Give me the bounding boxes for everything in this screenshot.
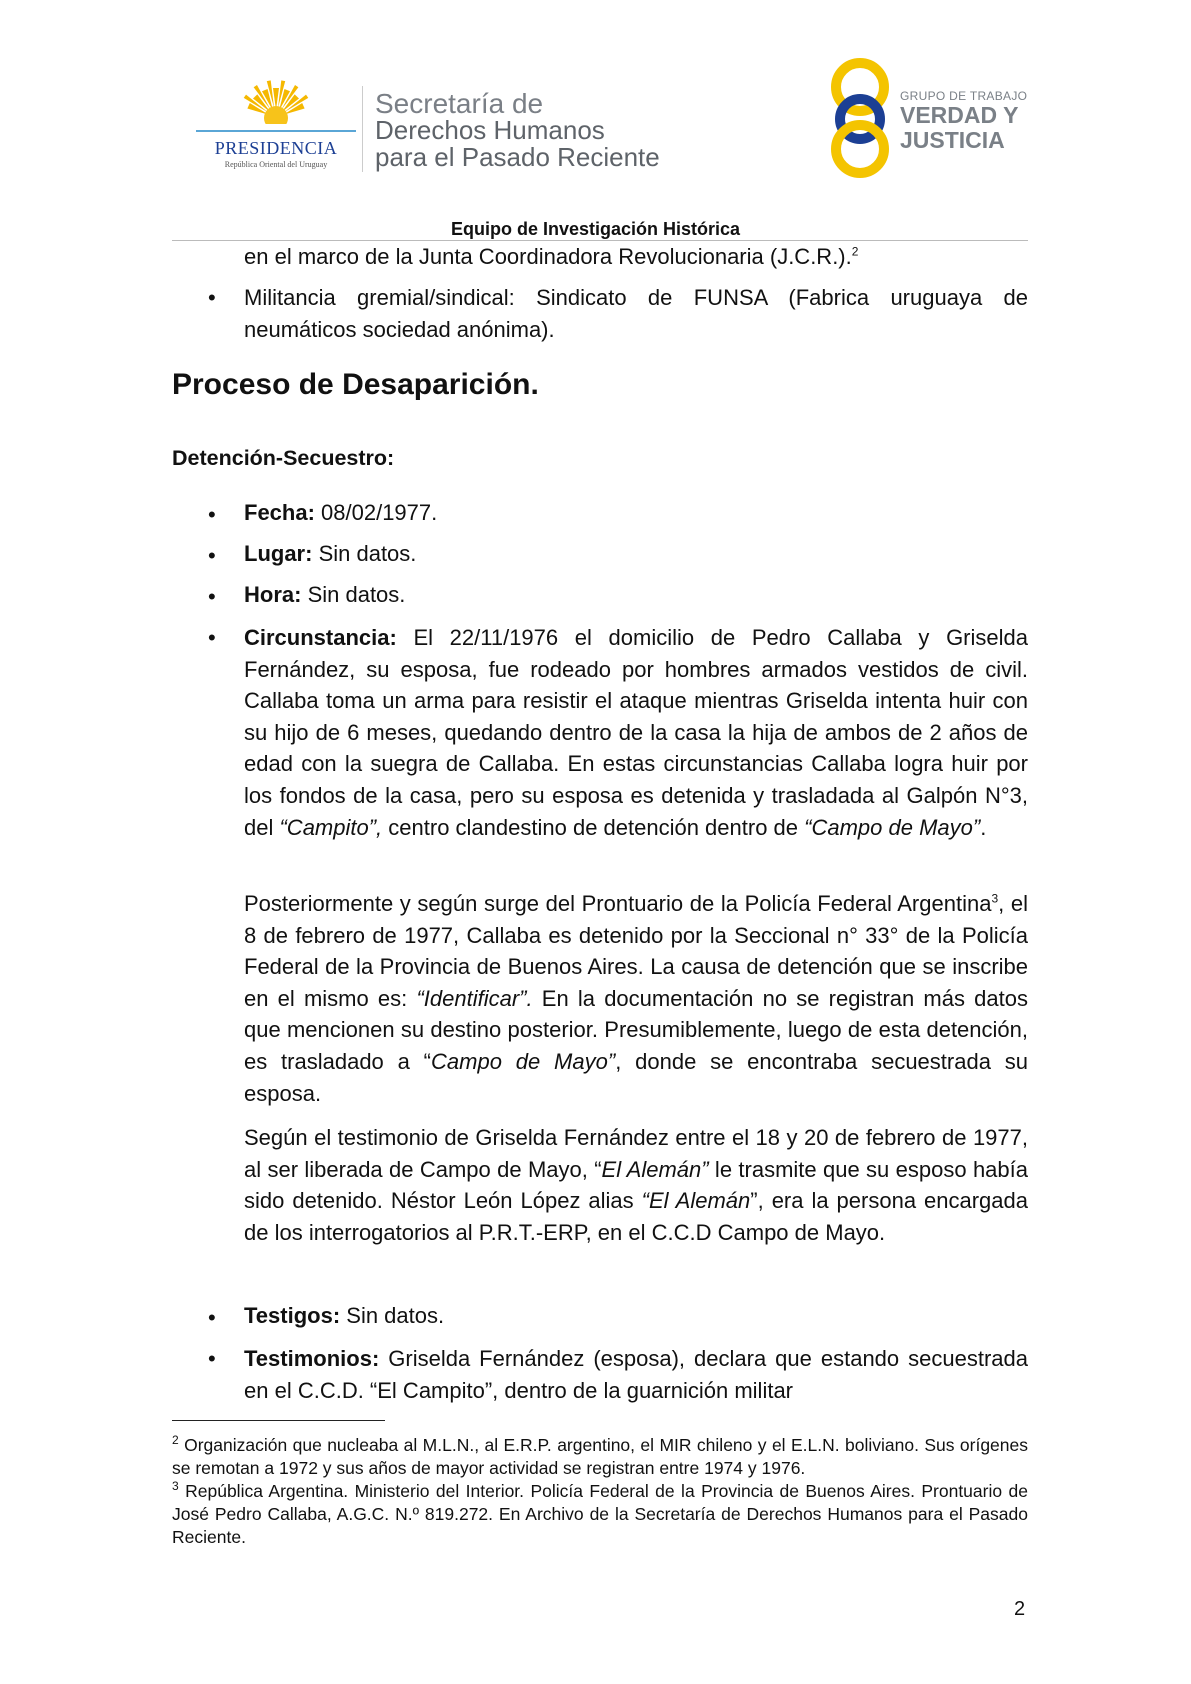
- secretaria-line-3: para el Pasado Reciente: [375, 142, 660, 172]
- lugar-value: Sin datos.: [312, 541, 417, 566]
- bullet-icon: •: [208, 285, 216, 310]
- fecha-label: Fecha:: [244, 500, 315, 525]
- bullet-icon: •: [208, 543, 216, 568]
- campito-emphasis: “Campito”,: [279, 814, 383, 840]
- footnote-3-text: República Argentina. Ministerio del Interior. Policía Federal de la Provincia de Buenos Aires. Prontuario de José Pedro Callaba, A.G.C. N.º 819.272. En Archivo de la Secretaría de Derechos Humanos para el Pasado Reciente.: [172, 1481, 1028, 1547]
- p2-text-4: , donde se encontraba secuestrada su esposa.: [244, 1048, 1028, 1106]
- gtvj-small-label: GRUPO DE TRABAJO: [900, 89, 1028, 103]
- testimonios-label: Testimonios:: [244, 1346, 380, 1371]
- footnote-rule: [172, 1420, 385, 1421]
- prontuario-paragraph: [244, 888, 1028, 1109]
- circunstancia-item: [244, 622, 1028, 843]
- gtvj-text: [900, 89, 1027, 153]
- secretaria-line-1: Secretaría de: [375, 88, 544, 119]
- p3-text-2: le trasmite que su esposo había sido detenido. Néstor León López alias: [244, 1156, 1028, 1214]
- fecha-value: 08/02/1977.: [314, 500, 438, 525]
- p2-text-2: , el 8 de febrero de 1977, Callaba es detenido por la Seccional n° 33° de la Policía Federal de la Provincia de Buenos Aires. La causa de detención que se inscribe en el mismo es:: [244, 891, 1028, 1011]
- p3-text-3: ”, era la persona encargada de los interrogatorios al P.R.T.-ERP, en el C.C.D Campo de Mayo.: [244, 1188, 1028, 1245]
- section-subtitle: Detención-Secuestro:: [172, 446, 395, 470]
- hora-label: Hora:: [244, 582, 302, 607]
- secretaria-line-2: Derechos Humanos: [375, 115, 605, 145]
- testimonios-value: Griselda Fernández (esposa), declara que estando secuestrada en el C.C.D. “El Campito”, dentro de la guarnición militar: [244, 1346, 1028, 1403]
- p3-text-1: Según el testimonio de Griselda Fernández entre el 18 y 20 de febrero de 1977, al ser liberada de Campo de Mayo, “: [244, 1125, 1028, 1182]
- presidencia-logo: [196, 80, 356, 180]
- secretaria-title: [375, 90, 660, 171]
- lugar-label: Lugar:: [244, 541, 313, 566]
- el-aleman-emphasis-2: “El Alemán: [641, 1188, 751, 1214]
- header-divider: [362, 86, 363, 172]
- footnote-3: [172, 1480, 1028, 1549]
- header-subtitle: Equipo de Investigación Histórica: [450, 219, 741, 239]
- footnote-3-number: 3: [172, 1479, 179, 1494]
- bullet-icon: •: [208, 1305, 216, 1330]
- campo-de-mayo-emphasis-2: Campo de Mayo”: [431, 1048, 616, 1074]
- page-number: 2: [1014, 1598, 1026, 1620]
- lugar-item: [244, 541, 416, 567]
- section-title: Proceso de Desaparición.: [172, 368, 539, 401]
- p2-text-3: En la documentación no se registran más datos que mencionen su destino posterior. Presumiblemente, luego de esta detención, es trasladado a “: [244, 985, 1028, 1074]
- identificar-emphasis: “Identificar”.: [416, 985, 533, 1011]
- testigos-value: Sin datos.: [340, 1303, 445, 1328]
- bullet-icon: •: [208, 1346, 216, 1371]
- footnote-2-number: 2: [172, 1433, 179, 1448]
- circunstancia-text-3: .: [980, 814, 987, 840]
- hora-item: [244, 582, 405, 608]
- circunstancia-text-2: centro clandestino de detención dentro de: [382, 814, 805, 840]
- testimonios-item: [244, 1343, 1028, 1406]
- testigos-item: [244, 1303, 444, 1329]
- testimonio-paragraph: [244, 1122, 1028, 1248]
- chain-rings-icon: [820, 56, 900, 181]
- bullet-icon: •: [208, 502, 216, 527]
- header-rule: [172, 240, 1028, 241]
- footnote-ref-3: 3: [991, 891, 999, 906]
- campo-de-mayo-emphasis: “Campo de Mayo”: [804, 814, 981, 840]
- circunstancia-text-1: El 22/11/1976 el domicilio de Pedro Callaba y Griselda Fernández, su esposa, fue rodeado por hombres armados vestidos de civil. Callaba toma un arma para resistir el ataque mientras Griselda intenta huir con su hijo de 6 meses, quedando dentro de la casa la hija de ambos de 2 años de edad con la suegra de Callaba. En estas circunstancias Callaba logra huir por los fondos de la casa, pero su esposa es detenida y trasladada al Galpón N°3, del: [244, 625, 1028, 840]
- presidencia-sublabel: República Oriental del Uruguay: [224, 160, 328, 169]
- footnote-2-text: Organización que nucleaba al M.L.N., al E.R.P. argentino, el MIR chileno y el E.L.N. boliviano. Sus orígenes se remotan a 1972 y sus años de mayor actividad se registran entre 1974 y 1976.: [172, 1435, 1028, 1478]
- footnote-2: [172, 1434, 1028, 1480]
- bullet-icon: •: [208, 584, 216, 609]
- intro-line-text: en el marco de la Junta Coordinadora Revolucionaria (J.C.R.).: [244, 244, 852, 269]
- el-aleman-emphasis-1: El Alemán”: [601, 1156, 709, 1182]
- circunstancia-label: Circunstancia:: [244, 625, 397, 650]
- intro-line: [244, 244, 858, 270]
- hora-value: Sin datos.: [301, 582, 406, 607]
- militancia-item: Militancia gremial/sindical: Sindicato de FUNSA (Fabrica uruguaya de neumáticos sociedad anónima).: [244, 285, 1028, 342]
- testigos-label: Testigos:: [244, 1303, 341, 1328]
- gtvj-line-2: JUSTICIA: [900, 127, 1005, 153]
- presidencia-label: PRESIDENCIA: [214, 138, 338, 158]
- p2-text-1: Posteriormente y según surge del Prontuario de la Policía Federal Argentina: [244, 891, 992, 916]
- gtvj-line-1: VERDAD Y: [900, 102, 1019, 128]
- bullet-icon: •: [208, 625, 216, 650]
- fecha-item: [244, 500, 437, 526]
- footnote-ref-2: 2: [851, 244, 859, 259]
